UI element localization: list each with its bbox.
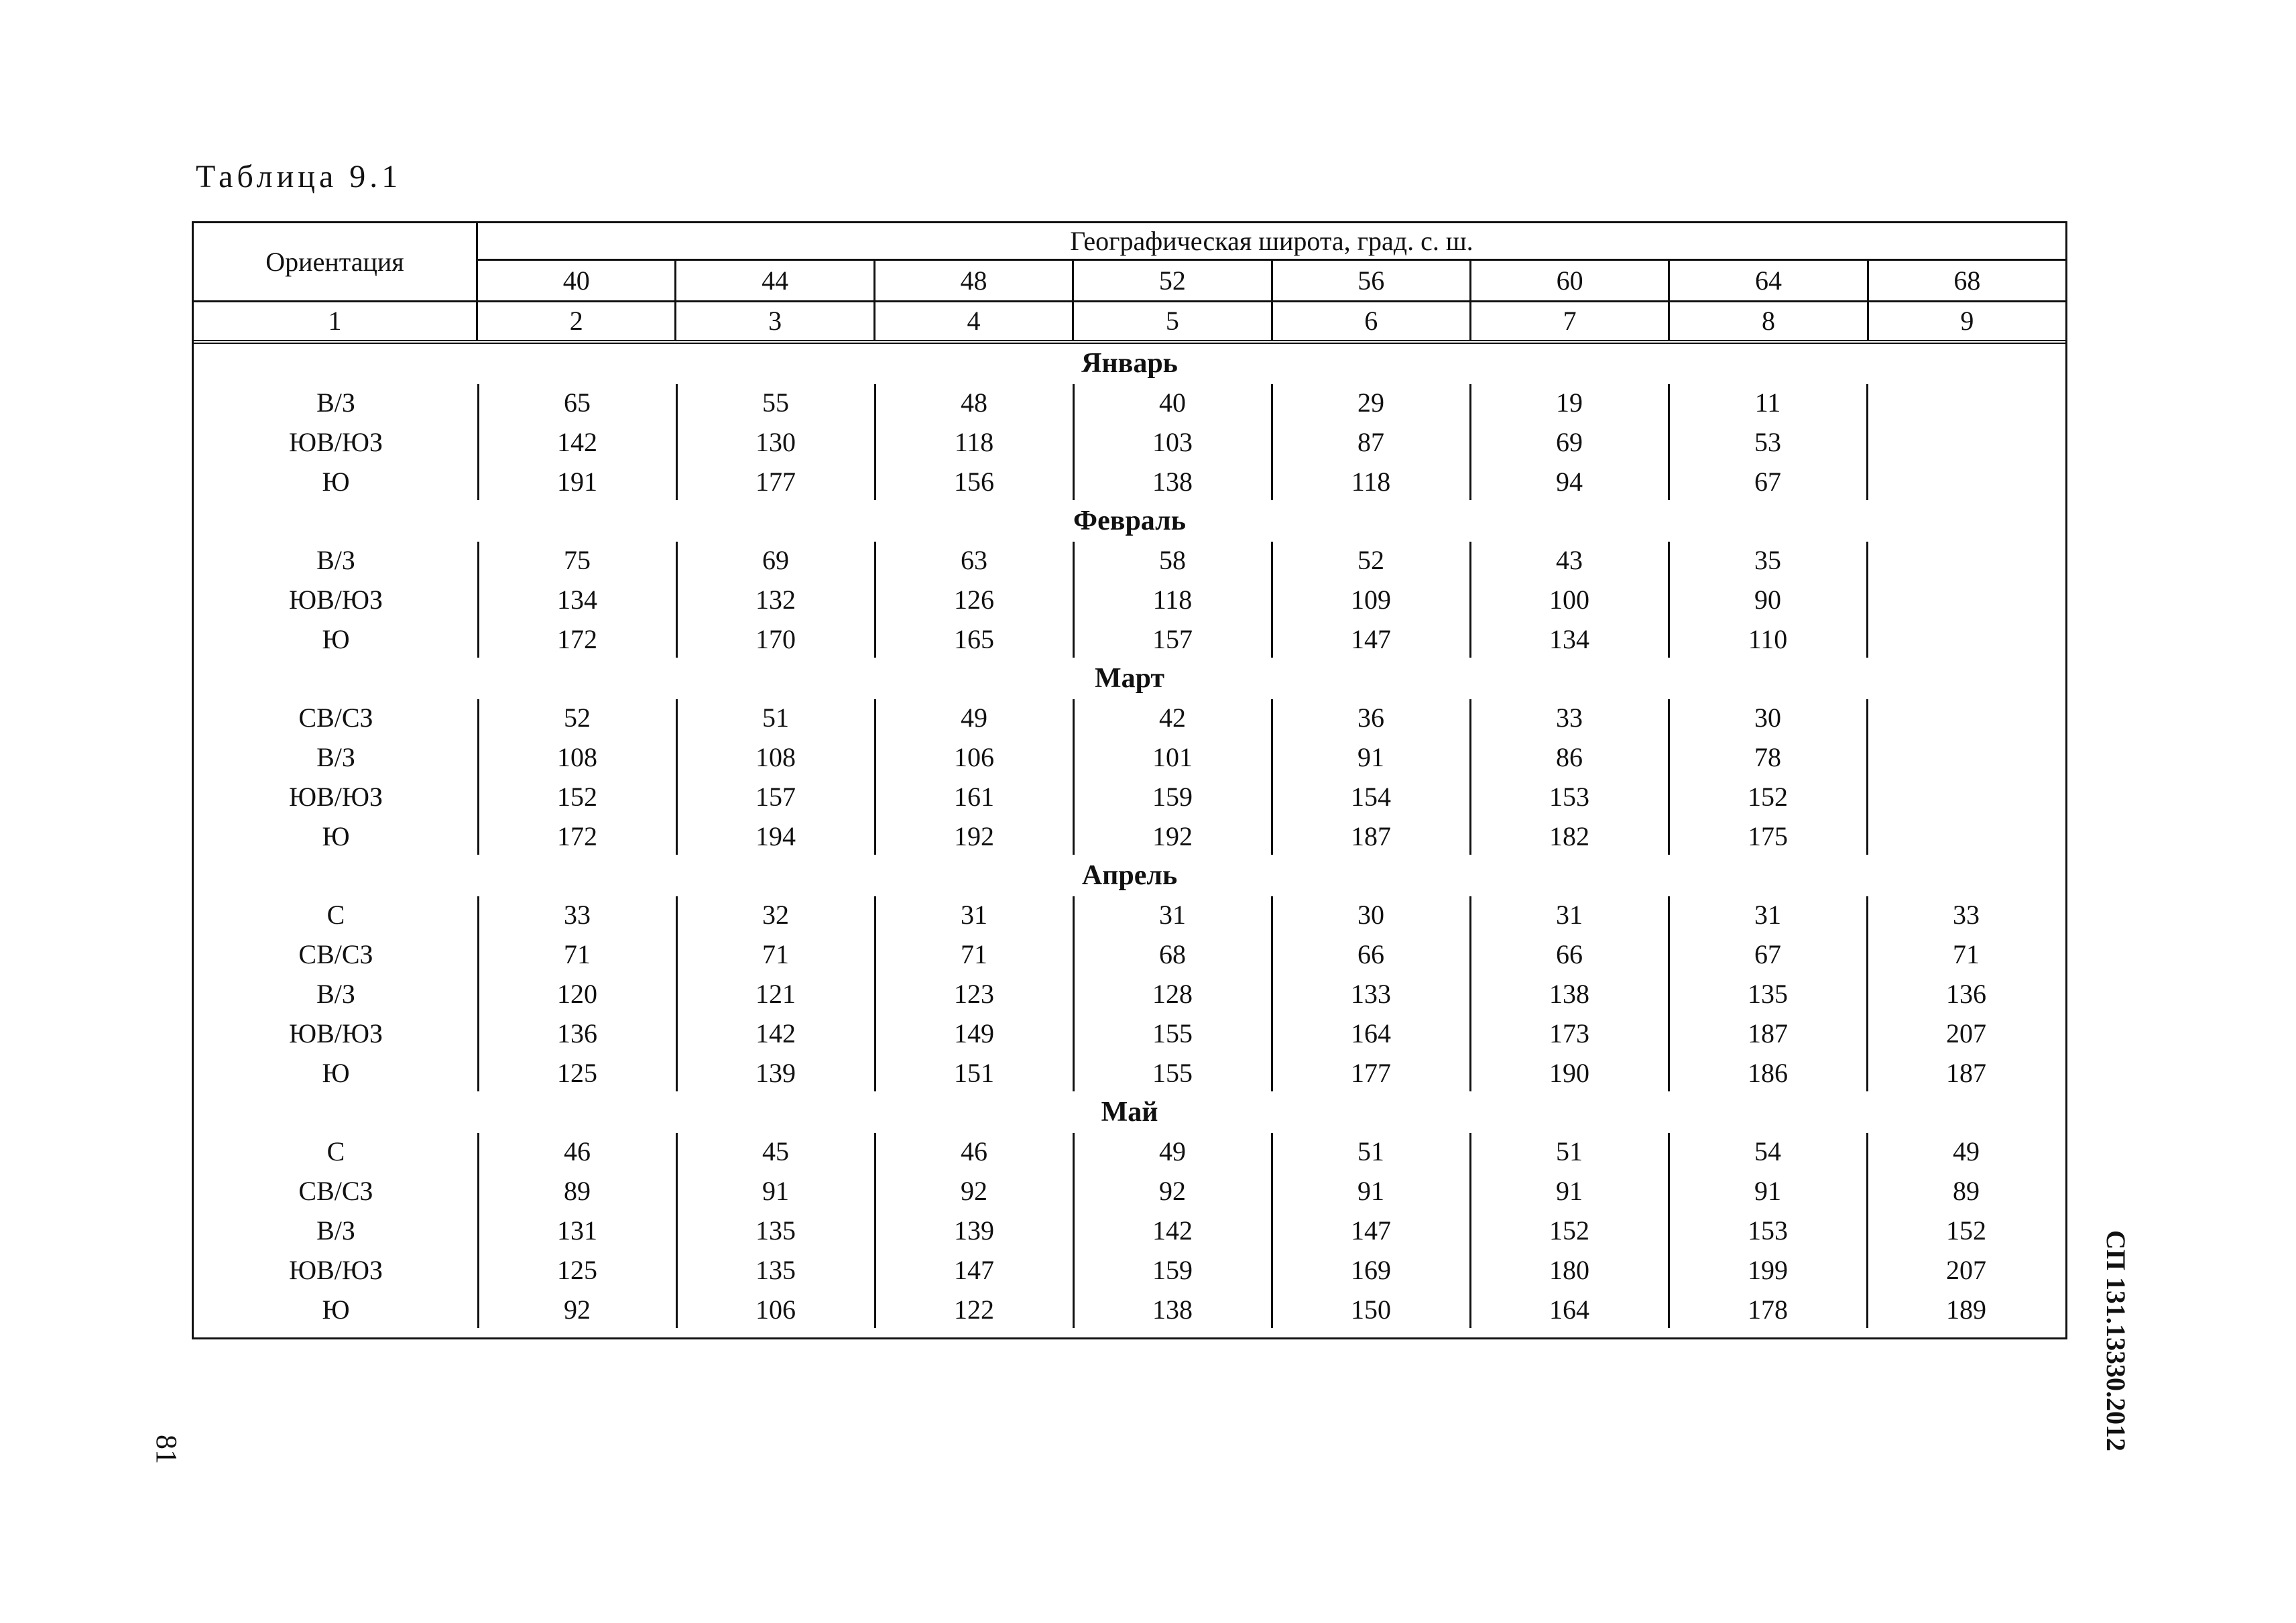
value-cell: 142 — [756, 1018, 796, 1048]
value-cell: 157 — [1152, 623, 1193, 654]
value-cell: 170 — [756, 623, 796, 654]
document-code: СП 131.13330.2012 — [2101, 1230, 2131, 1451]
value-cell: 152 — [1946, 1215, 1986, 1246]
value-cell: 180 — [1549, 1254, 1589, 1285]
value-cell: 135 — [756, 1215, 796, 1246]
month-heading: Февраль — [1073, 505, 1186, 536]
orientation-cell: ЮВ/ЮЗ — [288, 1254, 383, 1285]
value-cell — [1867, 698, 2065, 737]
latitude-data-column — [1470, 1132, 1669, 1329]
value-cell: 192 — [1152, 821, 1193, 851]
value-cell: 132 — [756, 584, 796, 615]
value-cell: 33 — [564, 899, 591, 930]
value-cell: 172 — [557, 623, 597, 654]
table-body — [194, 344, 2065, 1337]
value-cell: 69 — [1556, 426, 1583, 457]
value-cell — [1867, 580, 2065, 619]
orientation-cell: С — [326, 1136, 345, 1166]
latitude-data-column — [1669, 1132, 1867, 1329]
value-cell: 30 — [1754, 702, 1781, 733]
value-cell: 40 — [1159, 387, 1186, 418]
latitude-data-column — [1470, 383, 1669, 501]
value-cell: 92 — [961, 1175, 987, 1206]
month-heading: Май — [1101, 1097, 1158, 1128]
value-cell: 190 — [1549, 1057, 1589, 1088]
value-cell: 139 — [954, 1215, 994, 1246]
latitude-data-column — [676, 1132, 875, 1329]
latitude-data-column — [1470, 540, 1669, 659]
value-cell: 187 — [1946, 1057, 1986, 1088]
latitude-cell: 68 — [1953, 265, 1981, 296]
value-cell: 131 — [557, 1215, 597, 1246]
latitude-data-column — [1073, 895, 1272, 1093]
value-cell: 155 — [1152, 1057, 1193, 1088]
column-index-cell: 6 — [1273, 302, 1471, 340]
value-cell: 153 — [1549, 781, 1589, 812]
orientation-cell: В/З — [316, 741, 355, 772]
value-cell: 91 — [1556, 1175, 1583, 1206]
value-cell: 55 — [762, 387, 789, 418]
value-cell: 147 — [1351, 1215, 1391, 1246]
value-cell: 33 — [1556, 702, 1583, 733]
orientation-cell: ЮВ/ЮЗ — [288, 426, 383, 457]
value-cell: 118 — [1152, 584, 1193, 615]
latitude-data-column — [1073, 383, 1272, 501]
orientation-header: Ориентация — [194, 223, 478, 300]
latitude-data-column — [1272, 383, 1470, 501]
latitude-cell: 52 — [1074, 261, 1272, 300]
value-cell — [1867, 383, 2065, 422]
orientation-cell: Ю — [322, 821, 350, 851]
latitude-data-column — [1272, 1132, 1470, 1329]
value-cell: 164 — [1351, 1018, 1391, 1048]
column-index-cell: 4 — [875, 302, 1074, 340]
value-cell: 53 — [1754, 426, 1781, 457]
value-cell: 68 — [1159, 939, 1186, 969]
value-cell: 157 — [756, 781, 796, 812]
value-cell: 152 — [1549, 1215, 1589, 1246]
month-group — [194, 540, 2065, 659]
value-cell: 71 — [762, 939, 789, 969]
value-cell: 46 — [961, 1136, 987, 1166]
latitude-data-column — [875, 383, 1073, 501]
orientation-cell: В/З — [316, 544, 355, 575]
latitude-data-column — [1669, 383, 1867, 501]
value-cell: 177 — [756, 466, 796, 497]
value-cell: 165 — [954, 623, 994, 654]
value-cell: 71 — [1953, 939, 1980, 969]
orientation-cell: Ю — [322, 466, 350, 497]
value-cell: 125 — [557, 1057, 597, 1088]
orientation-cell: ЮВ/ЮЗ — [288, 584, 383, 615]
orientation-column — [194, 895, 478, 1093]
value-cell: 187 — [1351, 821, 1391, 851]
latitude-data-column — [1669, 540, 1867, 659]
value-cell: 125 — [557, 1254, 597, 1285]
latitude-data-column — [1470, 895, 1669, 1093]
month-heading: Март — [1094, 663, 1165, 694]
orientation-cell: В/З — [316, 387, 355, 418]
latitude-data-column — [1073, 698, 1272, 856]
orientation-cell: В/З — [316, 978, 355, 1009]
value-cell: 178 — [1748, 1294, 1788, 1325]
column-index-cell: 8 — [1670, 302, 1868, 340]
value-cell: 133 — [1351, 978, 1391, 1009]
value-cell: 142 — [557, 426, 597, 457]
value-cell: 138 — [1152, 466, 1193, 497]
value-cell: 147 — [1351, 623, 1391, 654]
value-cell: 142 — [1152, 1215, 1193, 1246]
value-cell: 91 — [1357, 741, 1384, 772]
value-cell: 52 — [1357, 544, 1384, 575]
value-cell: 175 — [1748, 821, 1788, 851]
value-cell: 69 — [762, 544, 789, 575]
value-cell: 63 — [961, 544, 987, 575]
value-cell — [1867, 462, 2065, 501]
latitude-header-block — [478, 223, 2065, 300]
value-cell: 89 — [1953, 1175, 1980, 1206]
value-cell: 49 — [1159, 1136, 1186, 1166]
value-cell: 192 — [954, 821, 994, 851]
value-cell: 49 — [1953, 1136, 1980, 1166]
value-cell: 194 — [756, 821, 796, 851]
value-cell: 159 — [1152, 781, 1193, 812]
value-cell: 43 — [1556, 544, 1583, 575]
latitude-data-column — [676, 895, 875, 1093]
column-index-cell: 2 — [478, 302, 676, 340]
value-cell: 90 — [1754, 584, 1781, 615]
value-cell: 91 — [762, 1175, 789, 1206]
value-cell: 89 — [564, 1175, 591, 1206]
value-cell: 103 — [1152, 426, 1193, 457]
value-cell: 169 — [1351, 1254, 1391, 1285]
value-cell: 67 — [1754, 466, 1781, 497]
orientation-column — [194, 1132, 478, 1329]
latitude-cell: 48 — [875, 261, 1074, 300]
value-cell: 46 — [564, 1136, 591, 1166]
value-cell: 66 — [1556, 939, 1583, 969]
value-cell: 164 — [1549, 1294, 1589, 1325]
value-cell: 52 — [564, 702, 591, 733]
latitude-data-column — [875, 895, 1073, 1093]
value-cell: 32 — [762, 899, 789, 930]
latitude-data-column — [1272, 540, 1470, 659]
latitude-data-column — [478, 698, 676, 856]
value-cell — [1867, 777, 2065, 817]
value-cell: 109 — [1351, 584, 1391, 615]
value-cell: 123 — [954, 978, 994, 1009]
value-cell: 135 — [1748, 978, 1788, 1009]
value-cell: 135 — [756, 1254, 796, 1285]
value-cell: 122 — [954, 1294, 994, 1325]
orientation-column — [194, 698, 478, 856]
orientation-cell: СВ/СЗ — [298, 702, 373, 733]
orientation-cell: Ю — [322, 1057, 350, 1088]
value-cell: 199 — [1748, 1254, 1788, 1285]
latitude-data-column — [875, 698, 1073, 856]
month-group — [194, 698, 2065, 856]
value-cell: 35 — [1754, 544, 1781, 575]
value-cell: 139 — [756, 1057, 796, 1088]
value-cell: 207 — [1946, 1254, 1986, 1285]
column-index-cell: 5 — [1074, 302, 1272, 340]
latitude-data-column — [676, 383, 875, 501]
latitude-data-column — [478, 895, 676, 1093]
value-cell: 189 — [1946, 1294, 1986, 1325]
orientation-cell: В/З — [316, 1215, 355, 1246]
value-cell: 106 — [756, 1294, 796, 1325]
month-heading: Апрель — [1081, 860, 1178, 891]
value-cell: 136 — [557, 1018, 597, 1048]
value-cell: 42 — [1159, 702, 1186, 733]
column-index-cell: 3 — [676, 302, 875, 340]
orientation-column — [194, 383, 478, 501]
value-cell: 36 — [1357, 702, 1384, 733]
value-cell: 94 — [1556, 466, 1583, 497]
value-cell: 159 — [1152, 1254, 1193, 1285]
value-cell: 33 — [1953, 899, 1980, 930]
column-index-row — [194, 302, 2065, 344]
month-group — [194, 1132, 2065, 1329]
value-cell — [1867, 817, 2065, 856]
latitude-values-row — [478, 261, 2065, 300]
month-heading: Январь — [1081, 348, 1178, 379]
latitude-data-column — [478, 1132, 676, 1329]
value-cell: 31 — [1159, 899, 1186, 930]
value-cell: 130 — [756, 426, 796, 457]
latitude-data-column — [1867, 383, 2065, 501]
value-cell: 71 — [961, 939, 987, 969]
page-number: 81 — [150, 1435, 183, 1464]
orientation-cell: Ю — [322, 1294, 350, 1325]
value-cell: 67 — [1754, 939, 1781, 969]
value-cell: 54 — [1754, 1136, 1781, 1166]
orientation-cell: СВ/СЗ — [298, 1175, 373, 1206]
value-cell — [1867, 540, 2065, 580]
latitude-data-column — [676, 540, 875, 659]
value-cell — [1867, 619, 2065, 659]
value-cell: 101 — [1152, 741, 1193, 772]
column-index-cell: 1 — [194, 302, 478, 340]
value-cell: 120 — [557, 978, 597, 1009]
value-cell: 172 — [557, 821, 597, 851]
value-cell: 78 — [1754, 741, 1781, 772]
orientation-cell: Ю — [322, 623, 350, 654]
value-cell: 173 — [1549, 1018, 1589, 1048]
latitude-data-column — [478, 540, 676, 659]
value-cell — [1867, 422, 2065, 462]
value-cell: 150 — [1351, 1294, 1391, 1325]
value-cell: 51 — [762, 702, 789, 733]
value-cell: 49 — [961, 702, 987, 733]
latitude-data-column — [1867, 1132, 2065, 1329]
value-cell: 152 — [557, 781, 597, 812]
value-cell: 154 — [1351, 781, 1391, 812]
latitude-cell: 44 — [676, 261, 875, 300]
value-cell: 71 — [564, 939, 591, 969]
orientation-column — [194, 540, 478, 659]
value-cell: 11 — [1754, 387, 1781, 418]
orientation-cell: С — [326, 899, 345, 930]
value-cell: 51 — [1357, 1136, 1384, 1166]
value-cell: 126 — [954, 584, 994, 615]
latitude-data-column — [1272, 698, 1470, 856]
column-index-cell: 9 — [1960, 306, 1974, 336]
latitude-cell: 40 — [478, 261, 676, 300]
latitude-data-column — [1867, 540, 2065, 659]
value-cell: 30 — [1357, 899, 1384, 930]
latitude-data-column — [1867, 895, 2065, 1093]
orientation-cell: ЮВ/ЮЗ — [288, 781, 383, 812]
value-cell: 31 — [1556, 899, 1583, 930]
value-cell: 86 — [1556, 741, 1583, 772]
value-cell: 152 — [1748, 781, 1788, 812]
table-caption: Таблица 9.1 — [196, 159, 402, 194]
latitude-data-column — [1470, 698, 1669, 856]
value-cell: 29 — [1357, 387, 1384, 418]
value-cell: 136 — [1946, 978, 1986, 1009]
value-cell: 182 — [1549, 821, 1589, 851]
latitude-data-column — [1867, 698, 2065, 856]
value-cell: 138 — [1549, 978, 1589, 1009]
latitude-header: Географическая широта, град. с. ш. — [478, 223, 2065, 261]
value-cell: 128 — [1152, 978, 1193, 1009]
month-group — [194, 383, 2065, 501]
value-cell: 92 — [1159, 1175, 1186, 1206]
latitude-data-column — [875, 540, 1073, 659]
latitude-data-column — [676, 698, 875, 856]
value-cell: 187 — [1748, 1018, 1788, 1048]
value-cell: 207 — [1946, 1018, 1986, 1048]
value-cell: 134 — [1549, 623, 1589, 654]
value-cell: 19 — [1556, 387, 1583, 418]
value-cell: 31 — [961, 899, 987, 930]
value-cell: 66 — [1357, 939, 1384, 969]
latitude-data-column — [1669, 698, 1867, 856]
latitude-data-column — [1073, 540, 1272, 659]
latitude-data-column — [1073, 1132, 1272, 1329]
value-cell: 51 — [1556, 1136, 1583, 1166]
value-cell: 186 — [1748, 1057, 1788, 1088]
value-cell: 65 — [564, 387, 591, 418]
value-cell: 156 — [954, 466, 994, 497]
value-cell: 31 — [1754, 899, 1781, 930]
data-table — [192, 221, 2067, 1339]
value-cell: 147 — [954, 1254, 994, 1285]
value-cell: 100 — [1549, 584, 1589, 615]
latitude-cell: 60 — [1471, 261, 1670, 300]
value-cell: 75 — [564, 544, 591, 575]
value-cell: 191 — [557, 466, 597, 497]
column-index-cell: 7 — [1471, 302, 1670, 340]
value-cell: 161 — [954, 781, 994, 812]
value-cell: 58 — [1159, 544, 1186, 575]
latitude-data-column — [478, 383, 676, 501]
latitude-data-column — [1669, 895, 1867, 1093]
value-cell: 92 — [564, 1294, 591, 1325]
value-cell: 108 — [557, 741, 597, 772]
value-cell: 87 — [1357, 426, 1384, 457]
latitude-cell: 64 — [1670, 261, 1868, 300]
header-row — [194, 223, 2065, 302]
value-cell: 108 — [756, 741, 796, 772]
value-cell: 134 — [557, 584, 597, 615]
month-group — [194, 895, 2065, 1093]
orientation-cell: ЮВ/ЮЗ — [288, 1018, 383, 1048]
value-cell: 177 — [1351, 1057, 1391, 1088]
value-cell: 91 — [1754, 1175, 1781, 1206]
value-cell: 153 — [1748, 1215, 1788, 1246]
value-cell — [1867, 737, 2065, 777]
orientation-cell: СВ/СЗ — [298, 939, 373, 969]
latitude-data-column — [1272, 895, 1470, 1093]
value-cell: 118 — [954, 426, 994, 457]
value-cell: 121 — [756, 978, 796, 1009]
latitude-data-column — [875, 1132, 1073, 1329]
value-cell: 91 — [1357, 1175, 1384, 1206]
value-cell: 45 — [762, 1136, 789, 1166]
value-cell: 110 — [1748, 623, 1788, 654]
value-cell: 151 — [954, 1057, 994, 1088]
value-cell: 118 — [1351, 466, 1391, 497]
value-cell: 48 — [961, 387, 987, 418]
latitude-cell: 56 — [1273, 261, 1471, 300]
value-cell: 155 — [1152, 1018, 1193, 1048]
value-cell: 106 — [954, 741, 994, 772]
value-cell: 138 — [1152, 1294, 1193, 1325]
value-cell: 149 — [954, 1018, 994, 1048]
